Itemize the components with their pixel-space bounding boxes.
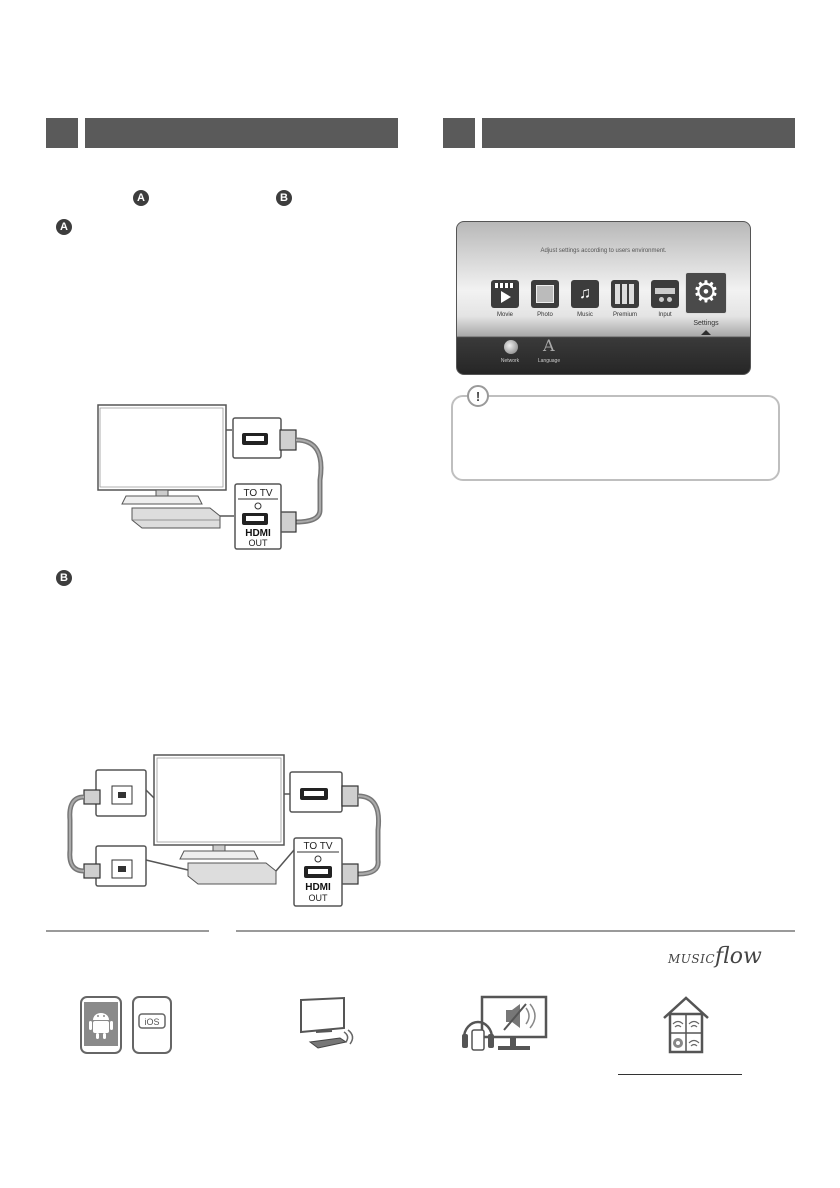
tv-soundbar-icon	[296, 996, 358, 1054]
option-a-badge-inline: A	[133, 190, 149, 206]
music-tile-icon: ♫	[571, 280, 599, 308]
section-1-title-bar	[85, 118, 398, 148]
network-icon	[504, 340, 518, 354]
optical-plug-top	[84, 790, 100, 804]
section-1-number-box	[46, 118, 78, 148]
premium-tile-icon	[611, 280, 639, 308]
home-wifi-underline	[618, 1074, 742, 1075]
hdmi-label: HDMI	[245, 528, 271, 539]
svg-text:iOS: iOS	[144, 1017, 160, 1027]
photo-tile-icon	[531, 280, 559, 308]
note-warning-icon: !	[467, 385, 489, 407]
tv-illustration-b	[154, 755, 284, 859]
language-icon: A	[543, 336, 555, 355]
optical-cable	[70, 797, 84, 871]
headphone-mute-tv-icon	[460, 994, 550, 1056]
tile-label-movie: Movie	[496, 312, 513, 318]
option-b-badge-inline: B	[276, 190, 292, 206]
tile-label-settings: Settings	[693, 320, 719, 327]
input-tile-icon	[651, 280, 679, 308]
hdmi-plug-top	[280, 430, 296, 450]
android-phone-icon	[80, 996, 122, 1054]
section-2-number-box	[443, 118, 475, 148]
option-a-badge: A	[56, 219, 72, 235]
tile-label-photo: Photo	[537, 312, 553, 318]
tile-label-music: Music	[577, 312, 593, 318]
tile-label-premium: Premium	[612, 312, 637, 318]
player-illustration-b	[188, 863, 276, 884]
out-label-b: OUT	[308, 893, 328, 903]
footer-rule-left	[46, 930, 209, 932]
footer-rule-right	[236, 930, 795, 932]
to-tv-label-b: TO TV	[303, 841, 333, 852]
home-menu-screenshot	[456, 221, 751, 375]
music-flow-logo: MUSICflow	[668, 944, 762, 969]
section-2-title-bar	[482, 118, 795, 148]
hdmi-label-b: HDMI	[305, 882, 331, 893]
hdmi-plug-bottom	[280, 512, 296, 532]
ios-phone-icon	[132, 996, 172, 1054]
home-wifi-icon	[660, 994, 712, 1056]
movie-tile-icon	[491, 280, 519, 308]
option-b-badge: B	[56, 570, 72, 586]
tv-illustration	[98, 405, 226, 504]
diagram-b-hdmi-optical-connection	[60, 750, 390, 910]
settings-tile-icon: ⚙	[685, 272, 727, 314]
sub-item-network: Network	[500, 358, 520, 364]
tile-label-input: Input	[658, 312, 672, 318]
diagram-a-hdmi-connection	[90, 400, 340, 550]
to-tv-label: TO TV	[243, 488, 273, 499]
out-label: OUT	[248, 538, 268, 548]
player-illustration	[132, 508, 220, 528]
sub-item-language: Language	[537, 358, 561, 364]
menu-caption: Adjust settings according to users environment.	[540, 248, 667, 254]
optical-plug-bottom	[84, 864, 100, 878]
note-box	[451, 395, 780, 481]
